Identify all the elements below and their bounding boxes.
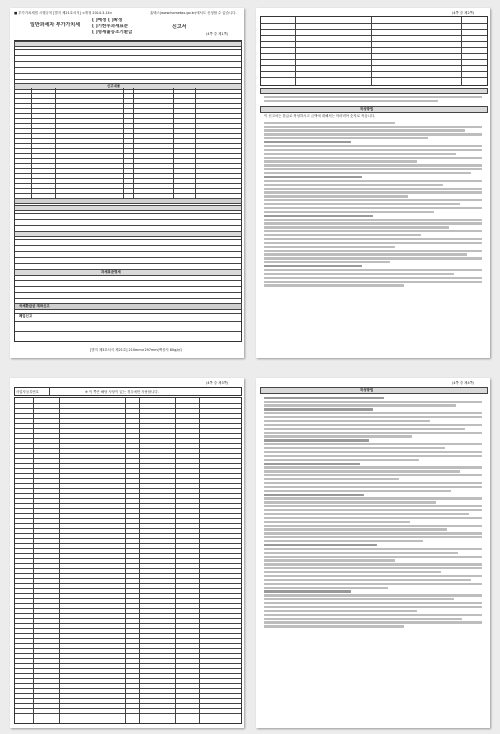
title-option-2: [ ]기한후과세표준	[92, 24, 129, 29]
page-mark: (4쪽 중 제2쪽)	[452, 11, 475, 15]
table-top	[260, 16, 488, 86]
notice-text: 이 신고서는 한글로 작성하시고 금액에 대해서는 아라비아 숫자로 적습니다.	[264, 114, 376, 118]
form-table	[14, 40, 242, 342]
title-option-1: [ ]예정 [ ]확정	[92, 18, 123, 23]
form-top-note: ■ 부가가치세법 시행규칙 [별지 제21호서식] <개정 2014.3.14>	[14, 11, 113, 15]
section-tax-base: 과세표준명세	[101, 269, 121, 274]
section-writing-guide-2: 작성방법	[360, 387, 374, 392]
form-page-4	[256, 378, 490, 728]
form-footer: [별지 제3호서식 제21호] 210mm×297mm(백상지 80g/㎡)	[90, 348, 183, 352]
form-title-main: 일반과세자 부가가치세	[30, 22, 81, 28]
form-title-suffix: 신고서	[172, 24, 187, 30]
section-sales: 신고내용	[107, 83, 121, 88]
form-page-1	[10, 8, 244, 358]
business-number-label: 사업자등록번호	[16, 389, 39, 394]
section-closure: 폐업신고	[19, 314, 33, 318]
table-header	[14, 387, 242, 396]
page-mark: (4쪽 중 제1쪽)	[206, 32, 229, 36]
form-top-right-note: 홈택스(www.hometax.go.kr)에서도 신청할 수 있습니다.	[150, 11, 237, 15]
page-mark: (4쪽 중 제4쪽)	[452, 381, 475, 385]
page-mark: (4쪽 중 제3쪽)	[206, 381, 229, 385]
form-page-2	[256, 8, 490, 358]
section-writing-guide: 작성방법	[360, 106, 374, 111]
section-refund-account: 국세환급금 계좌신고	[19, 303, 50, 308]
page3-note: ※ 이 쪽은 해당 사항이 있는 경우에만 사용합니다.	[85, 389, 159, 394]
title-option-3: [ ]영세율등조기환급	[92, 30, 133, 35]
detail-table	[14, 397, 242, 724]
form-page-3	[10, 378, 244, 728]
